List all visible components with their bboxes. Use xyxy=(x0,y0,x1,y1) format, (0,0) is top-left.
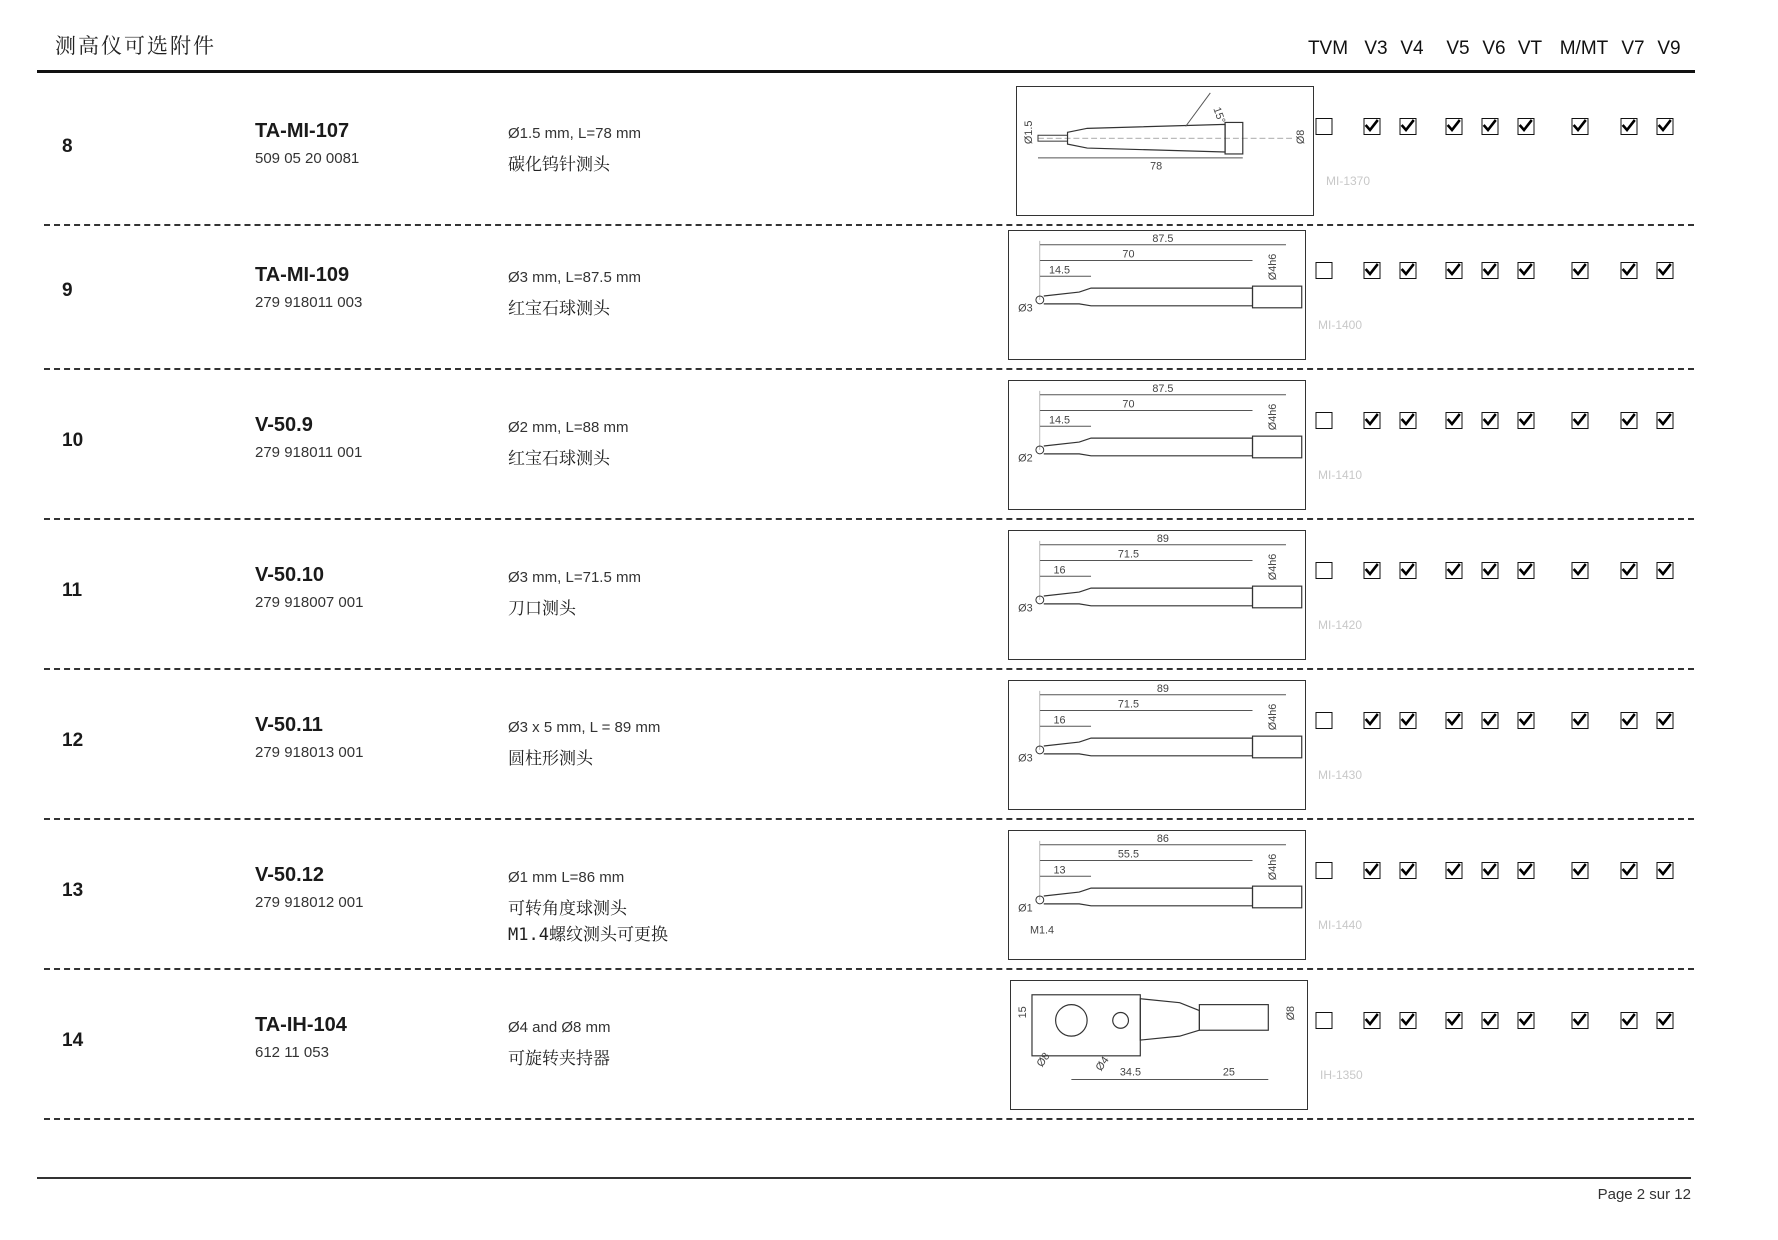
dim-total-length: 87.5 xyxy=(1152,382,1174,395)
compatibility-unchecked[interactable] xyxy=(1316,118,1333,135)
table-row xyxy=(0,972,1778,1122)
row-divider xyxy=(44,968,1694,970)
item-code: V-50.12 xyxy=(255,864,324,886)
compatibility-checked[interactable] xyxy=(1621,262,1638,279)
model-label: V9 xyxy=(1657,38,1681,59)
dim-length-3: 14.5 xyxy=(1048,414,1071,427)
compatibility-checked[interactable] xyxy=(1400,712,1417,729)
document-title: 测高仪可选附件 xyxy=(55,34,216,58)
drawing-reference: MI-1400 xyxy=(1318,318,1363,332)
compatibility-checked[interactable] xyxy=(1621,412,1638,429)
table-row xyxy=(0,672,1778,822)
model-header xyxy=(0,38,1778,66)
dim-shank: Ø4h6 xyxy=(1267,253,1280,281)
compatibility-checked[interactable] xyxy=(1400,118,1417,135)
dim-bore-small: Ø4 xyxy=(1093,1054,1112,1074)
dim-tip: Ø1 xyxy=(1018,902,1033,915)
compatibility-checked[interactable] xyxy=(1364,118,1381,135)
model-label: VT xyxy=(1517,38,1543,59)
item-part-number: 279 918007 001 xyxy=(255,594,364,611)
model-label: V3 xyxy=(1364,38,1388,59)
item-number: 13 xyxy=(62,880,84,901)
compatibility-checked[interactable] xyxy=(1446,862,1463,879)
item-part-number: 279 918013 001 xyxy=(255,744,364,761)
compatibility-checked[interactable] xyxy=(1400,562,1417,579)
item-code: V-50.10 xyxy=(255,564,324,586)
compatibility-checked[interactable] xyxy=(1621,562,1638,579)
compatibility-checked[interactable] xyxy=(1364,712,1381,729)
compatibility-row xyxy=(0,562,1778,584)
compatibility-checked[interactable] xyxy=(1364,562,1381,579)
compatibility-checked[interactable] xyxy=(1518,412,1535,429)
dim-length-3: 14.5 xyxy=(1048,264,1071,277)
model-label: V5 xyxy=(1446,38,1470,59)
dim-tip: Ø1.5 xyxy=(1023,120,1036,145)
item-number: 8 xyxy=(62,136,73,157)
drawing-reference: MI-1410 xyxy=(1318,468,1363,482)
compatibility-checked[interactable] xyxy=(1657,412,1674,429)
compatibility-checked[interactable] xyxy=(1572,562,1589,579)
compatibility-checked[interactable] xyxy=(1518,712,1535,729)
item-number: 10 xyxy=(62,430,84,451)
compatibility-checked[interactable] xyxy=(1621,862,1638,879)
drawing-reference: MI-1370 xyxy=(1326,174,1371,188)
compatibility-checked[interactable] xyxy=(1621,712,1638,729)
compatibility-row xyxy=(0,118,1778,140)
item-description: 圆柱形测头 xyxy=(508,749,593,769)
dim-length-1: 34.5 xyxy=(1119,1066,1141,1079)
compatibility-checked[interactable] xyxy=(1657,118,1674,135)
compatibility-unchecked[interactable] xyxy=(1316,412,1333,429)
row-divider xyxy=(44,368,1694,370)
dim-total-length: 87.5 xyxy=(1152,232,1174,245)
compatibility-unchecked[interactable] xyxy=(1316,862,1333,879)
table-row xyxy=(0,78,1778,228)
compatibility-checked[interactable] xyxy=(1621,1012,1638,1029)
table-row xyxy=(0,222,1778,372)
item-spec: Ø4 and Ø8 mm xyxy=(508,1019,611,1036)
compatibility-checked[interactable] xyxy=(1446,118,1463,135)
item-code: TA-MI-107 xyxy=(255,120,350,142)
compatibility-checked[interactable] xyxy=(1657,862,1674,879)
dim-shank: Ø4h6 xyxy=(1267,553,1280,581)
dim-tip: Ø3 xyxy=(1018,602,1033,615)
drawing-reference: MI-1430 xyxy=(1318,768,1363,782)
compatibility-checked[interactable] xyxy=(1482,262,1499,279)
compatibility-checked[interactable] xyxy=(1518,862,1535,879)
compatibility-checked[interactable] xyxy=(1518,118,1535,135)
compatibility-checked[interactable] xyxy=(1364,1012,1381,1029)
dim-length-2: 55.5 xyxy=(1117,848,1139,861)
dim-total-length: 86 xyxy=(1156,832,1169,845)
compatibility-checked[interactable] xyxy=(1572,118,1589,135)
compatibility-checked[interactable] xyxy=(1518,1012,1535,1029)
item-description: M1.4螺纹测头可更换 xyxy=(508,925,668,945)
item-code: V-50.11 xyxy=(255,714,323,736)
row-divider xyxy=(44,668,1694,670)
probe-drawing xyxy=(1008,830,1306,960)
item-spec: Ø3 mm, L=87.5 mm xyxy=(508,269,641,286)
compatibility-checked[interactable] xyxy=(1400,1012,1417,1029)
dim-shank: Ø8 xyxy=(1284,1005,1297,1021)
dim-tip: Ø2 xyxy=(1018,452,1033,465)
compatibility-unchecked[interactable] xyxy=(1316,712,1333,729)
dim-total-length: 89 xyxy=(1156,532,1169,545)
item-part-number: 612 11 053 xyxy=(255,1044,329,1061)
compatibility-checked[interactable] xyxy=(1572,412,1589,429)
dim-tip: Ø3 xyxy=(1018,302,1033,315)
model-label: TVM xyxy=(1307,38,1349,59)
compatibility-checked[interactable] xyxy=(1400,262,1417,279)
compatibility-checked[interactable] xyxy=(1572,262,1589,279)
item-spec: Ø3 x 5 mm, L = 89 mm xyxy=(508,719,661,736)
compatibility-row xyxy=(0,862,1778,884)
compatibility-unchecked[interactable] xyxy=(1316,262,1333,279)
dim-height: 15 xyxy=(1017,1006,1030,1019)
compatibility-checked[interactable] xyxy=(1364,262,1381,279)
dim-thread: M1.4 xyxy=(1029,924,1055,937)
model-label: M/MT xyxy=(1559,38,1609,59)
item-number: 14 xyxy=(62,1030,84,1051)
row-divider xyxy=(44,518,1694,520)
dim-length: 78 xyxy=(1150,160,1163,173)
dim-angle: 15° xyxy=(1210,105,1228,126)
item-code: TA-IH-104 xyxy=(255,1014,347,1036)
probe-drawing xyxy=(1010,980,1308,1110)
item-spec: Ø3 mm, L=71.5 mm xyxy=(508,569,641,586)
compatibility-checked[interactable] xyxy=(1482,1012,1499,1029)
drawing-reference: MI-1440 xyxy=(1318,918,1363,932)
item-code: TA-MI-109 xyxy=(255,264,350,286)
footer-rule xyxy=(37,1177,1691,1179)
dim-length-2: 71.5 xyxy=(1117,698,1139,711)
item-code: V-50.9 xyxy=(255,414,313,436)
dim-length-2: 70 xyxy=(1122,398,1135,411)
compatibility-checked[interactable] xyxy=(1400,412,1417,429)
compatibility-checked[interactable] xyxy=(1364,862,1381,879)
item-part-number: 279 918011 001 xyxy=(255,444,363,461)
dim-total-length: 89 xyxy=(1156,682,1169,695)
table-row xyxy=(0,522,1778,672)
item-description: 可转角度球测头 xyxy=(508,899,627,919)
compatibility-row xyxy=(0,262,1778,284)
item-number: 12 xyxy=(62,730,84,751)
item-part-number: 279 918011 003 xyxy=(255,294,363,311)
dim-shank: Ø4h6 xyxy=(1267,853,1280,881)
compatibility-checked[interactable] xyxy=(1657,1012,1674,1029)
compatibility-checked[interactable] xyxy=(1446,712,1463,729)
row-divider xyxy=(44,818,1694,820)
compatibility-checked[interactable] xyxy=(1572,862,1589,879)
item-spec: Ø1.5 mm, L=78 mm xyxy=(508,125,641,142)
dim-length-2: 25 xyxy=(1222,1066,1235,1079)
compatibility-checked[interactable] xyxy=(1572,1012,1589,1029)
dim-length-3: 16 xyxy=(1053,714,1066,727)
dim-shank: Ø4h6 xyxy=(1267,703,1280,731)
item-number: 11 xyxy=(62,580,83,601)
item-part-number: 279 918012 001 xyxy=(255,894,364,911)
drawing-reference: IH-1350 xyxy=(1320,1068,1363,1082)
compatibility-checked[interactable] xyxy=(1446,1012,1463,1029)
dim-length-2: 70 xyxy=(1122,248,1135,261)
compatibility-row xyxy=(0,712,1778,734)
dim-tip: Ø3 xyxy=(1018,752,1033,765)
model-label: V6 xyxy=(1482,38,1506,59)
compatibility-checked[interactable] xyxy=(1446,412,1463,429)
probe-drawing xyxy=(1008,380,1306,510)
dim-shank: Ø8 xyxy=(1294,129,1307,145)
dim-length-2: 71.5 xyxy=(1117,548,1139,561)
compatibility-checked[interactable] xyxy=(1518,562,1535,579)
compatibility-checked[interactable] xyxy=(1621,118,1638,135)
item-spec: Ø2 mm, L=88 mm xyxy=(508,419,629,436)
item-number: 9 xyxy=(62,280,73,301)
compatibility-checked[interactable] xyxy=(1446,262,1463,279)
dim-shank: Ø4h6 xyxy=(1267,403,1280,431)
compatibility-checked[interactable] xyxy=(1364,412,1381,429)
dim-bore-large: Ø8 xyxy=(1034,1050,1053,1070)
item-part-number: 509 05 20 0081 xyxy=(255,150,360,167)
probe-drawing xyxy=(1008,680,1306,810)
compatibility-checked[interactable] xyxy=(1482,562,1499,579)
compatibility-checked[interactable] xyxy=(1446,562,1463,579)
compatibility-checked[interactable] xyxy=(1657,262,1674,279)
compatibility-checked[interactable] xyxy=(1572,712,1589,729)
compatibility-row xyxy=(0,412,1778,434)
item-spec: Ø1 mm L=86 mm xyxy=(508,869,625,886)
item-description: 红宝石球测头 xyxy=(508,449,610,469)
model-label: V4 xyxy=(1400,38,1424,59)
compatibility-unchecked[interactable] xyxy=(1316,1012,1333,1029)
probe-drawing xyxy=(1008,530,1306,660)
model-label: V7 xyxy=(1621,38,1645,59)
item-description: 红宝石球测头 xyxy=(508,299,610,319)
item-description: 刀口测头 xyxy=(508,599,576,619)
compatibility-checked[interactable] xyxy=(1482,412,1499,429)
compatibility-checked[interactable] xyxy=(1482,862,1499,879)
compatibility-row xyxy=(0,1012,1778,1034)
compatibility-checked[interactable] xyxy=(1657,562,1674,579)
compatibility-checked[interactable] xyxy=(1482,118,1499,135)
probe-drawing xyxy=(1016,86,1314,216)
table-row xyxy=(0,372,1778,522)
table-row xyxy=(0,822,1778,972)
drawing-reference: MI-1420 xyxy=(1318,618,1363,632)
compatibility-checked[interactable] xyxy=(1657,712,1674,729)
row-divider xyxy=(44,1118,1694,1120)
header-rule xyxy=(37,70,1695,73)
compatibility-checked[interactable] xyxy=(1482,712,1499,729)
page-number: Page 2 sur 12 xyxy=(1597,1186,1691,1203)
item-description: 碳化钨针测头 xyxy=(508,155,610,175)
compatibility-checked[interactable] xyxy=(1518,262,1535,279)
compatibility-unchecked[interactable] xyxy=(1316,562,1333,579)
probe-drawing xyxy=(1008,230,1306,360)
dim-length-3: 16 xyxy=(1053,564,1066,577)
dim-length-3: 13 xyxy=(1053,864,1066,877)
compatibility-checked[interactable] xyxy=(1400,862,1417,879)
item-description: 可旋转夹持器 xyxy=(508,1049,610,1069)
